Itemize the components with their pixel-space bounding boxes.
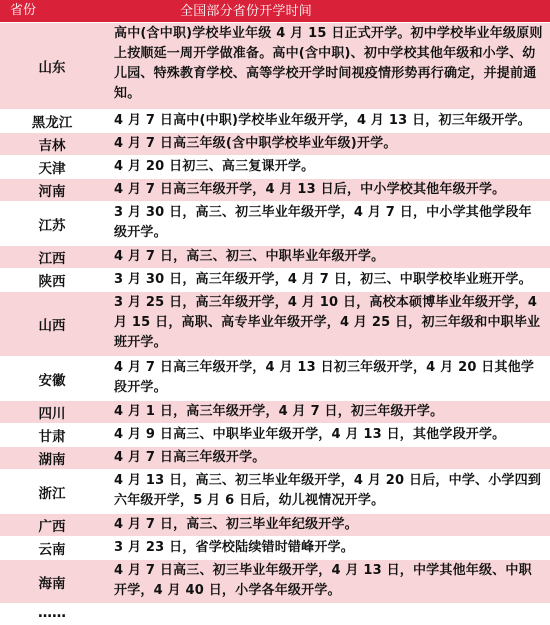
row-province: 山西 — [38, 318, 66, 334]
row-text: 3 月 30 日，高三、初三毕业年级开学，4 月 7 日，中小学其他学段年级开学。 — [114, 205, 532, 240]
table-row — [0, 110, 550, 133]
ellipsis: …… — [38, 605, 66, 621]
row-text: 4 月 7 日，高三、初三毕业年纪级开学。 — [114, 517, 358, 532]
table-row — [0, 23, 550, 110]
row-province: 甘肃 — [38, 429, 66, 445]
row-text: 3 月 30 日，高三年级开学，4 月 7 日，初三、中职学校毕业班开学。 — [114, 272, 532, 287]
table-row — [0, 560, 550, 604]
table-row — [0, 246, 550, 269]
row-province: 浙江 — [38, 485, 66, 502]
table-row — [0, 537, 550, 560]
row-text: 高中(含中职)学校毕业年级 4 月 15 日正式开学。初中学校毕业年级原则上按顺延一周开学做准备。高中(含中职)、初中学校其他年级和小学、幼儿园、特殊教育学校、高等学校开学时间视疫情形势再行确定，并提前通知。 — [114, 26, 543, 101]
row-text: 4 月 7 日高三年级开学，4 月 13 日初三年级开学，4 月 20 日其他学段开学。 — [114, 360, 535, 395]
table-row — [0, 133, 550, 156]
table-row — [0, 447, 550, 470]
row-text: 3 月 23 日，省学校陆续错时错峰开学。 — [114, 540, 354, 555]
row-province: 黑龙江 — [31, 115, 73, 131]
table-header — [0, 0, 550, 23]
row-province: 云南 — [38, 542, 66, 558]
table-row — [0, 514, 550, 537]
row-province: 湖南 — [38, 452, 66, 468]
row-text: 4 月 7 日高中(中职)学校毕业年级开学，4 月 13 日，初三年级开学。 — [114, 113, 531, 128]
row-province: 海南 — [38, 575, 66, 592]
row-text: 4 月 7 日，高三、初三、中职毕业年级开学。 — [114, 249, 385, 264]
row-text: 4 月 1 日，高三年级开学，4 月 7 日，初三年级开学。 — [114, 404, 444, 419]
row-province: 山东 — [38, 60, 66, 76]
row-province: 吉林 — [38, 138, 66, 154]
row-province: 安徽 — [38, 372, 66, 389]
row-province: 河南 — [38, 184, 66, 200]
row-text: 3 月 25 日，高三年级开学，4 月 10 日，高校本硕博毕业年级开学，4 月 15 日，高职、高专毕业年级开学，4 月 25 日，初三年级和中职毕业班开学。 — [114, 295, 541, 350]
row-province: 四川 — [38, 406, 66, 422]
table-row — [0, 401, 550, 424]
table-row — [0, 202, 550, 246]
row-text: 4 月 7 日高三、初三毕业年级开学，4 月 13 日，中学其他年级、中职开学，4 月 40 日，小学各年级开学。 — [114, 563, 532, 598]
table-row — [0, 179, 550, 202]
row-text: 4 月 9 日高三、中职毕业年级开学，4 月 13 日，其他学段开学。 — [114, 427, 506, 442]
header-time: 全国部分省份开学时间 — [180, 4, 313, 19]
row-text: 4 月 7 日高三年级开学，4 月 13 日后，中小学校其他年级开学。 — [114, 182, 506, 197]
row-province: 广西 — [38, 519, 66, 535]
table-row — [0, 357, 550, 401]
row-province: 江苏 — [38, 217, 66, 234]
table-row — [0, 470, 550, 514]
table-footer — [0, 604, 550, 625]
header-province: 省份 — [10, 3, 37, 18]
table-row — [0, 424, 550, 447]
table-row — [0, 269, 550, 292]
row-text: 4 月 7 日高三年级(含中职学校毕业年级)开学。 — [114, 136, 397, 151]
table-row — [0, 292, 550, 357]
row-text: 4 月 20 日初三、高三复课开学。 — [114, 159, 315, 174]
row-text: 4 月 13 日，高三、初三毕业年级开学，4 月 20 日后，中学、小学四到六年级开学，5 月 6 日后，幼儿视情况开学。 — [114, 473, 542, 508]
row-province: 天津 — [38, 161, 66, 177]
row-province: 江西 — [38, 251, 66, 267]
row-province: 陕西 — [38, 274, 66, 290]
row-text: 4 月 7 日高三年级开学。 — [114, 450, 266, 465]
table-row — [0, 156, 550, 179]
